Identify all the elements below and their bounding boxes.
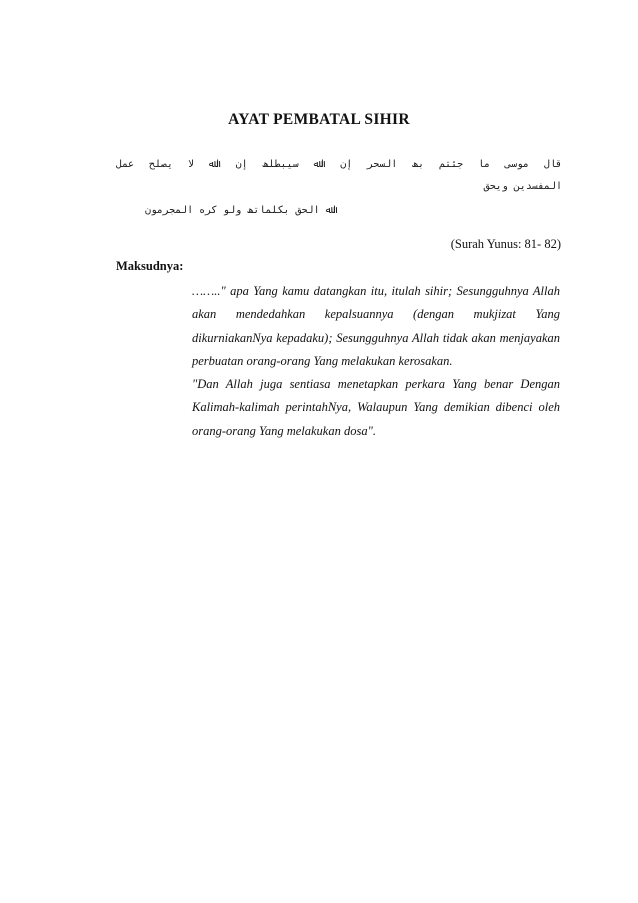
arabic-verse-line-3: اﷲ اﻟﺤﻖ ﺑﻜﻠﻤﺎﺗﮫ وﻟﻮ ﻛﺮه اﻟﻤﺠﺮﻣﻮن: [145, 205, 338, 216]
document-title: AYAT PEMBATAL SIHIR: [228, 111, 410, 128]
translation-paragraph-2: "Dan Allah juga sentiasa menetapkan perkara Yang benar Dengan Kalimah-kalimah perintahNya, Walaupun Yang demikian dibenci oleh orang-orang Yang melakukan dosa".: [192, 377, 560, 438]
arabic-verse-line-1: ﻗﺎل ﻣﻮﺳﻰ ﻣﺎ ﺟﺌﺘﻢ ﺑﮫ اﻟﺴﺤﺮ إن اﷲ ﺳﯿﺒﻄﻠﮫ إن اﷲ ﻻ ﯾﺼﻠﺢ ﻋﻤﻞ: [116, 159, 562, 170]
translation-block: [192, 280, 560, 443]
verse-citation: (Surah Yunus: 81- 82): [450, 237, 561, 251]
translation-paragraph-1: …….." apa Yang kamu datangkan itu, itulah sihir; Sesungguhnya Allah akan mendedahkan kepalsuannya (dengan mukjizat Yang dikurniakanNya kepadaku); Sesungguhnya Allah tidak akan menjayakan perbuatan orang-orang Yang melakukan kerosakan.: [192, 284, 560, 368]
arabic-verse-line-2: اﻟﻤﻔﺴﺪﯾﻦ وﯾﺤﻖ: [483, 181, 562, 192]
meaning-label: Maksudnya:: [116, 259, 184, 273]
